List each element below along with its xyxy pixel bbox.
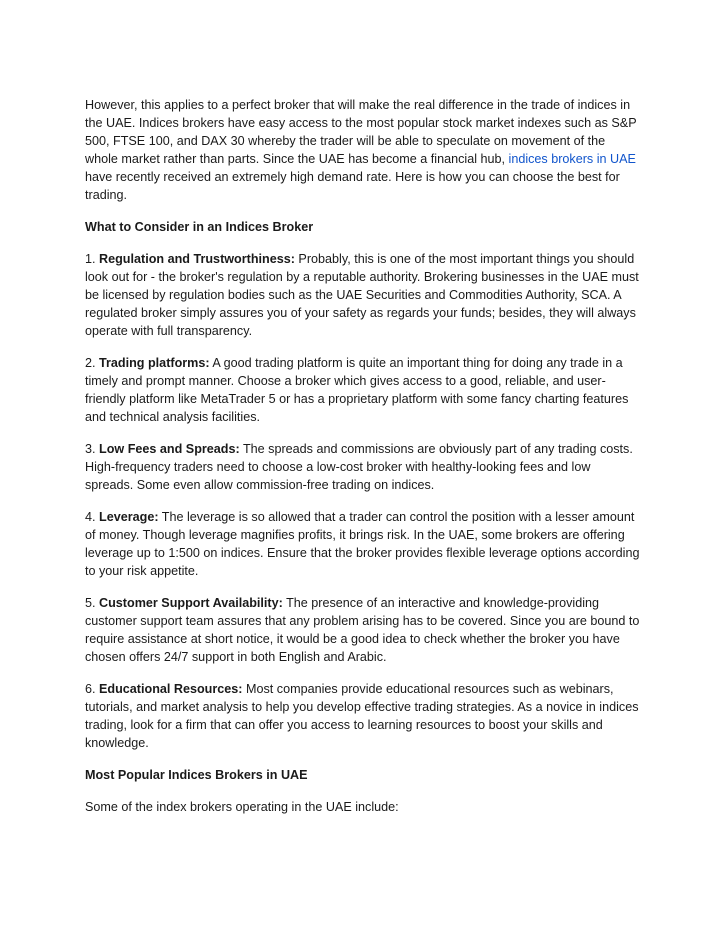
item-body: Most companies provide educational resources such as webinars, tutorials, and market analysis to help you develop effective trading strategies. As a novice in indices trading, look for a firm that can offer you access to learning resources to boost your skills and knowledge. <box>85 682 639 750</box>
list-item <box>85 250 641 340</box>
intro-text-before-link: However, this applies to a perfect broker that will make the real difference in the trade of indices in the UAE. Indices brokers have easy access to the most popular stock market indexes such as S&P 500, FTSE 100, and DAX 30 whereby the trader will be able to speculate on movement of the whole market rather than parts. Since the UAE has become a financial hub, <box>85 98 637 166</box>
item-title: Educational Resources: <box>99 682 243 696</box>
document-page <box>85 96 641 830</box>
item-number: 4. <box>85 510 100 524</box>
item-number: 3. <box>85 442 100 456</box>
item-title: Regulation and Trustworthiness: <box>99 252 295 266</box>
item-body: The presence of an interactive and knowledge-providing customer support team assures that any problem arising has to be covered. Since you are bound to require assistance at short notice, it would be a good idea to check whether the broker you have chosen offers 24/7 support in both English and Arabic. <box>85 596 640 664</box>
intro-paragraph <box>85 96 641 204</box>
item-number: 2. <box>85 356 100 370</box>
item-number: 6. <box>85 682 100 696</box>
item-body: The spreads and commissions are obviously part of any trading costs. High-frequency traders need to choose a low-cost broker with healthy-looking fees and low spreads. Some even allow commission-free trading on indices. <box>85 442 633 492</box>
item-title: Customer Support Availability: <box>99 596 283 610</box>
section-heading-popular-brokers: Most Popular Indices Brokers in UAE <box>85 768 308 782</box>
popular-brokers-intro: Some of the index brokers operating in the UAE include: <box>85 800 399 814</box>
item-number: 5. <box>85 596 100 610</box>
list-item <box>85 508 641 580</box>
list-item <box>85 680 641 752</box>
intro-text-after-link: have recently received an extremely high demand rate. Here is how you can choose the best for trading. <box>85 170 620 202</box>
item-body: The leverage is so allowed that a trader can control the position with a lesser amount of money. Though leverage magnifies profits, it brings risk. In the UAE, some brokers are offering leverage up to 1:500 on indices. Ensure that the broker provides flexible leverage options according to your risk appetite. <box>85 510 640 578</box>
item-body: Probably, this is one of the most important things you should look out for - the broker's regulation by a reputable authority. Brokering businesses in the UAE must be licensed by regulation bodies such as the UAE Securities and Commodities Authority, SCA. A regulated broker simply assures you of your safety as regards your funds; besides, they will always operate with full transparency. <box>85 252 639 338</box>
item-body: A good trading platform is quite an important thing for doing any trade in a timely and prompt manner. Choose a broker which gives access to a good, reliable, and user-friendly platform like MetaTrader 5 or has a proprietary platform with some fancy charting features and technical analysis facilities. <box>85 356 629 424</box>
list-item <box>85 354 641 426</box>
item-title: Low Fees and Spreads: <box>99 442 240 456</box>
list-item <box>85 440 641 494</box>
indices-brokers-link[interactable]: indices brokers in UAE <box>508 152 636 166</box>
list-item <box>85 594 641 666</box>
item-number: 1. <box>85 252 100 266</box>
item-title: Trading platforms: <box>99 356 210 370</box>
item-title: Leverage: <box>99 510 159 524</box>
section-heading-considerations: What to Consider in an Indices Broker <box>85 220 314 234</box>
